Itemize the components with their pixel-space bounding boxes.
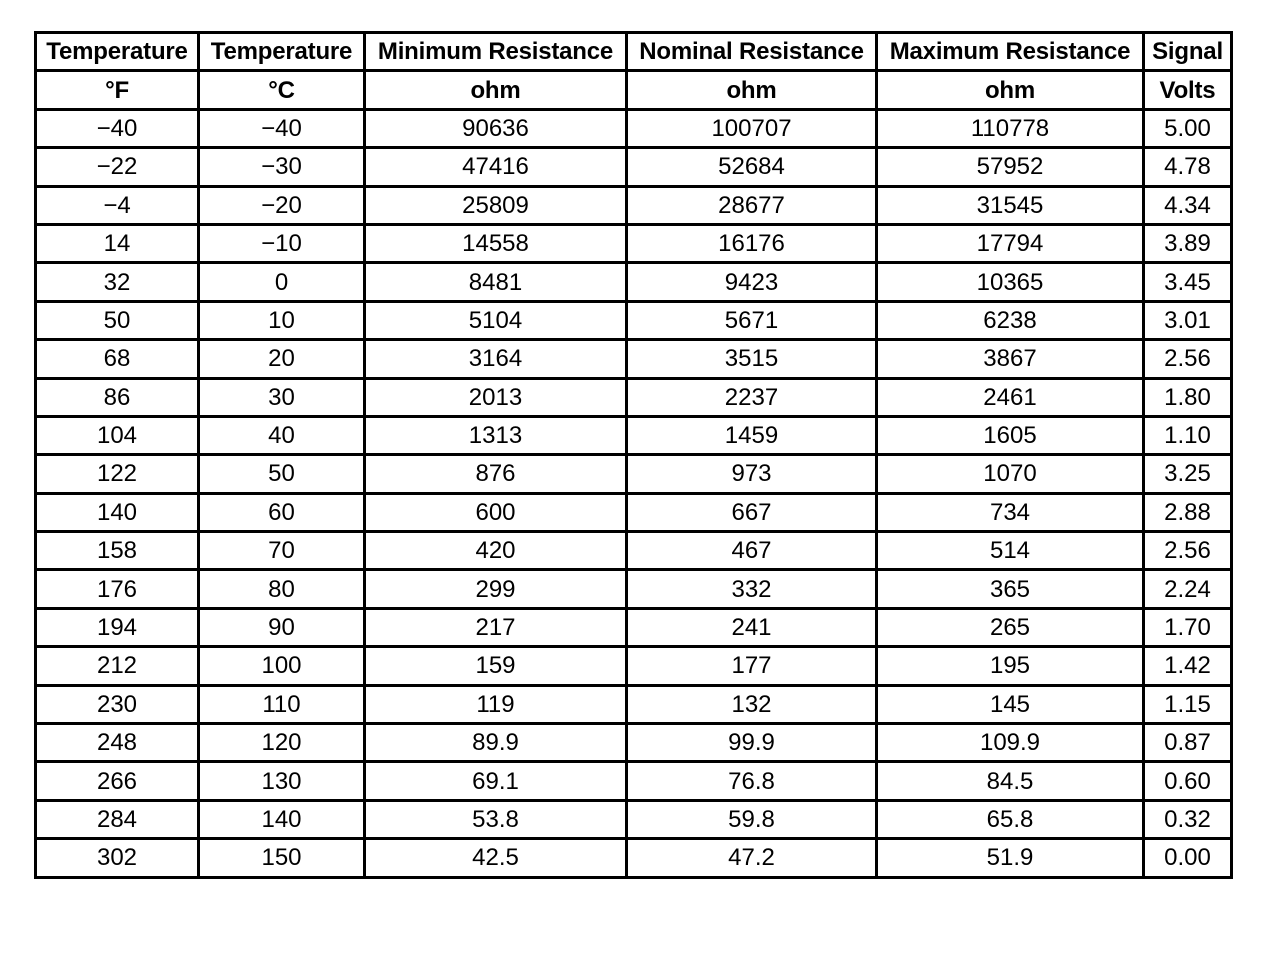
cell-min-resistance: 3164 xyxy=(365,340,627,378)
cell-min-resistance: 69.1 xyxy=(365,762,627,800)
cell-max-resistance: 31545 xyxy=(877,186,1144,224)
cell-signal-volts: 1.80 xyxy=(1144,378,1232,416)
cell-max-resistance: 365 xyxy=(877,570,1144,608)
cell-signal-volts: 3.89 xyxy=(1144,224,1232,262)
cell-max-resistance: 1070 xyxy=(877,455,1144,493)
cell-min-resistance: 119 xyxy=(365,685,627,723)
cell-min-resistance: 90636 xyxy=(365,109,627,147)
cell-max-resistance: 1605 xyxy=(877,416,1144,454)
cell-temp-f: −22 xyxy=(36,148,199,186)
cell-temp-c: 100 xyxy=(199,647,365,685)
cell-max-resistance: 17794 xyxy=(877,224,1144,262)
cell-signal-volts: 1.15 xyxy=(1144,685,1232,723)
table-row xyxy=(36,532,1232,570)
header-temperature-c: Temperature xyxy=(199,33,365,71)
cell-nominal-resistance: 59.8 xyxy=(627,800,877,838)
cell-signal-volts: 2.24 xyxy=(1144,570,1232,608)
cell-min-resistance: 299 xyxy=(365,570,627,608)
cell-temp-f: 176 xyxy=(36,570,199,608)
cell-min-resistance: 42.5 xyxy=(365,839,627,877)
cell-nominal-resistance: 241 xyxy=(627,608,877,646)
cell-signal-volts: 2.56 xyxy=(1144,340,1232,378)
cell-max-resistance: 514 xyxy=(877,532,1144,570)
cell-temp-f: 302 xyxy=(36,839,199,877)
table-row xyxy=(36,224,1232,262)
table-row xyxy=(36,647,1232,685)
cell-signal-volts: 1.42 xyxy=(1144,647,1232,685)
unit-ohm-max: ohm xyxy=(877,71,1144,109)
cell-signal-volts: 5.00 xyxy=(1144,109,1232,147)
cell-temp-c: 70 xyxy=(199,532,365,570)
header-minimum-resistance: Minimum Resistance xyxy=(365,33,627,71)
cell-temp-c: −30 xyxy=(199,148,365,186)
cell-temp-f: 212 xyxy=(36,647,199,685)
unit-fahrenheit: °F xyxy=(36,71,199,109)
cell-max-resistance: 734 xyxy=(877,493,1144,531)
table-row xyxy=(36,493,1232,531)
cell-signal-volts: 4.78 xyxy=(1144,148,1232,186)
cell-temp-f: 104 xyxy=(36,416,199,454)
cell-temp-f: 284 xyxy=(36,800,199,838)
table-row xyxy=(36,186,1232,224)
unit-celsius: °C xyxy=(199,71,365,109)
table-row xyxy=(36,263,1232,301)
cell-min-resistance: 876 xyxy=(365,455,627,493)
table-row xyxy=(36,570,1232,608)
header-nominal-resistance: Nominal Resistance xyxy=(627,33,877,71)
cell-nominal-resistance: 99.9 xyxy=(627,724,877,762)
units-row xyxy=(36,71,1232,109)
cell-temp-c: 40 xyxy=(199,416,365,454)
cell-temp-c: 110 xyxy=(199,685,365,723)
cell-max-resistance: 2461 xyxy=(877,378,1144,416)
cell-min-resistance: 25809 xyxy=(365,186,627,224)
unit-ohm-min: ohm xyxy=(365,71,627,109)
cell-nominal-resistance: 973 xyxy=(627,455,877,493)
cell-signal-volts: 2.88 xyxy=(1144,493,1232,531)
cell-nominal-resistance: 177 xyxy=(627,647,877,685)
cell-temp-c: 50 xyxy=(199,455,365,493)
cell-temp-c: −10 xyxy=(199,224,365,262)
cell-min-resistance: 8481 xyxy=(365,263,627,301)
cell-temp-f: 230 xyxy=(36,685,199,723)
cell-signal-volts: 4.34 xyxy=(1144,186,1232,224)
cell-min-resistance: 89.9 xyxy=(365,724,627,762)
cell-nominal-resistance: 16176 xyxy=(627,224,877,262)
cell-nominal-resistance: 132 xyxy=(627,685,877,723)
header-signal: Signal xyxy=(1144,33,1232,71)
cell-temp-f: 266 xyxy=(36,762,199,800)
unit-volts: Volts xyxy=(1144,71,1232,109)
cell-nominal-resistance: 332 xyxy=(627,570,877,608)
cell-temp-f: 158 xyxy=(36,532,199,570)
cell-nominal-resistance: 76.8 xyxy=(627,762,877,800)
cell-signal-volts: 3.45 xyxy=(1144,263,1232,301)
cell-temp-f: 122 xyxy=(36,455,199,493)
cell-nominal-resistance: 467 xyxy=(627,532,877,570)
cell-max-resistance: 110778 xyxy=(877,109,1144,147)
cell-temp-c: 30 xyxy=(199,378,365,416)
cell-signal-volts: 0.00 xyxy=(1144,839,1232,877)
table-row xyxy=(36,608,1232,646)
cell-signal-volts: 3.25 xyxy=(1144,455,1232,493)
cell-temp-c: 150 xyxy=(199,839,365,877)
unit-ohm-nominal: ohm xyxy=(627,71,877,109)
cell-temp-c: 80 xyxy=(199,570,365,608)
cell-signal-volts: 0.87 xyxy=(1144,724,1232,762)
table-row xyxy=(36,839,1232,877)
cell-max-resistance: 84.5 xyxy=(877,762,1144,800)
cell-nominal-resistance: 9423 xyxy=(627,263,877,301)
cell-temp-c: 10 xyxy=(199,301,365,339)
cell-min-resistance: 420 xyxy=(365,532,627,570)
cell-temp-f: 140 xyxy=(36,493,199,531)
cell-temp-f: −40 xyxy=(36,109,199,147)
cell-temp-f: 248 xyxy=(36,724,199,762)
cell-signal-volts: 0.60 xyxy=(1144,762,1232,800)
cell-min-resistance: 14558 xyxy=(365,224,627,262)
cell-temp-c: 120 xyxy=(199,724,365,762)
cell-nominal-resistance: 3515 xyxy=(627,340,877,378)
cell-signal-volts: 1.10 xyxy=(1144,416,1232,454)
table-row xyxy=(36,340,1232,378)
cell-nominal-resistance: 667 xyxy=(627,493,877,531)
table-row xyxy=(36,762,1232,800)
cell-min-resistance: 2013 xyxy=(365,378,627,416)
cell-signal-volts: 3.01 xyxy=(1144,301,1232,339)
table-row xyxy=(36,685,1232,723)
sensor-resistance-table-container xyxy=(34,31,1233,879)
cell-signal-volts: 1.70 xyxy=(1144,608,1232,646)
header-temperature-f: Temperature xyxy=(36,33,199,71)
table-row xyxy=(36,455,1232,493)
cell-min-resistance: 5104 xyxy=(365,301,627,339)
cell-nominal-resistance: 5671 xyxy=(627,301,877,339)
cell-temp-c: 140 xyxy=(199,800,365,838)
cell-max-resistance: 57952 xyxy=(877,148,1144,186)
cell-temp-c: 90 xyxy=(199,608,365,646)
cell-nominal-resistance: 100707 xyxy=(627,109,877,147)
cell-max-resistance: 3867 xyxy=(877,340,1144,378)
cell-min-resistance: 159 xyxy=(365,647,627,685)
cell-signal-volts: 0.32 xyxy=(1144,800,1232,838)
cell-max-resistance: 10365 xyxy=(877,263,1144,301)
table-row xyxy=(36,301,1232,339)
cell-temp-f: 32 xyxy=(36,263,199,301)
cell-temp-c: −20 xyxy=(199,186,365,224)
cell-temp-c: 20 xyxy=(199,340,365,378)
cell-max-resistance: 195 xyxy=(877,647,1144,685)
cell-temp-c: 0 xyxy=(199,263,365,301)
cell-nominal-resistance: 2237 xyxy=(627,378,877,416)
cell-max-resistance: 145 xyxy=(877,685,1144,723)
cell-max-resistance: 265 xyxy=(877,608,1144,646)
cell-temp-f: 50 xyxy=(36,301,199,339)
cell-temp-f: 86 xyxy=(36,378,199,416)
table-row xyxy=(36,148,1232,186)
cell-temp-c: 130 xyxy=(199,762,365,800)
cell-max-resistance: 65.8 xyxy=(877,800,1144,838)
table-row xyxy=(36,109,1232,147)
table-row xyxy=(36,378,1232,416)
cell-min-resistance: 47416 xyxy=(365,148,627,186)
table-row xyxy=(36,800,1232,838)
cell-min-resistance: 600 xyxy=(365,493,627,531)
table-row xyxy=(36,724,1232,762)
sensor-resistance-table xyxy=(34,31,1233,879)
cell-nominal-resistance: 47.2 xyxy=(627,839,877,877)
cell-nominal-resistance: 1459 xyxy=(627,416,877,454)
cell-temp-c: −40 xyxy=(199,109,365,147)
header-row xyxy=(36,33,1232,71)
cell-min-resistance: 1313 xyxy=(365,416,627,454)
header-maximum-resistance: Maximum Resistance xyxy=(877,33,1144,71)
cell-temp-f: 194 xyxy=(36,608,199,646)
table-body xyxy=(36,109,1232,877)
cell-max-resistance: 109.9 xyxy=(877,724,1144,762)
cell-temp-f: 14 xyxy=(36,224,199,262)
cell-max-resistance: 51.9 xyxy=(877,839,1144,877)
cell-temp-f: 68 xyxy=(36,340,199,378)
cell-temp-f: −4 xyxy=(36,186,199,224)
cell-nominal-resistance: 28677 xyxy=(627,186,877,224)
cell-temp-c: 60 xyxy=(199,493,365,531)
cell-min-resistance: 53.8 xyxy=(365,800,627,838)
cell-min-resistance: 217 xyxy=(365,608,627,646)
table-row xyxy=(36,416,1232,454)
cell-max-resistance: 6238 xyxy=(877,301,1144,339)
cell-signal-volts: 2.56 xyxy=(1144,532,1232,570)
cell-nominal-resistance: 52684 xyxy=(627,148,877,186)
